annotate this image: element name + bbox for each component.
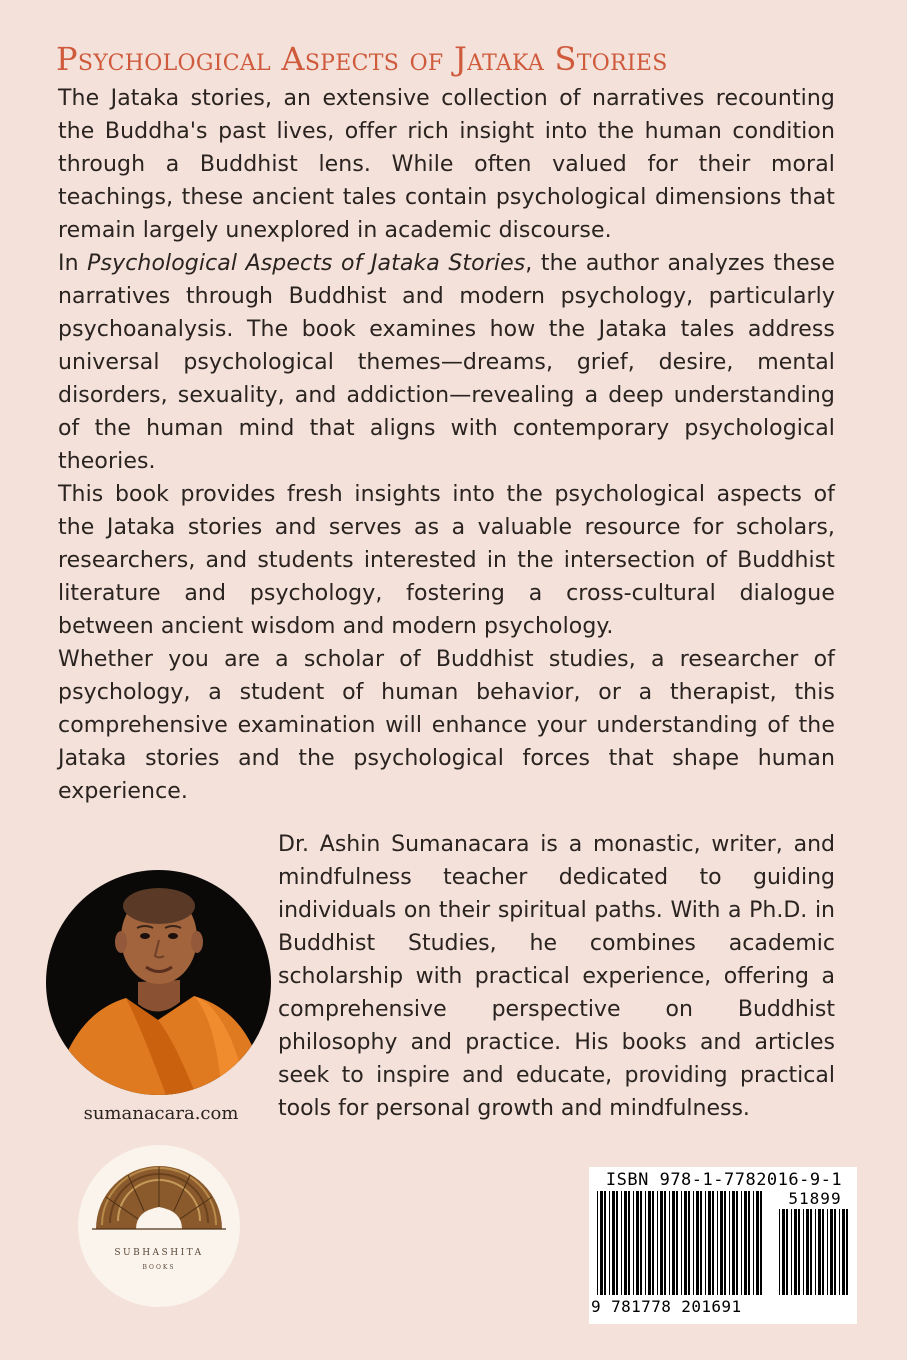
isbn-barcode xyxy=(589,1167,857,1324)
isbn-label: ISBN 978-1-7782016-9-1 xyxy=(605,1170,843,1190)
author-website: sumanacara.com xyxy=(83,1103,239,1124)
description-paragraph-1: The Jataka stories, an extensive collection of narratives recounting the Buddha's past lives, offer rich insight into the human condition through a Buddhist lens. While often valued for their moral teachings, these ancient tales contain psychological dimensions that remain largely unexplored in academic discourse. xyxy=(58,86,835,243)
publisher-logo xyxy=(78,1145,240,1307)
paragraph-2-rest: , the author analyzes these narratives through Buddhist and modern psychology, particularly psychoanalysis. The book examines how the Jataka tales address universal psychological themes—dreams, grief, desire, mental disorders, sexuality, and addiction—revealing a deep understanding of the human mind that aligns with contemporary psychological theories. xyxy=(58,251,835,474)
italic-book-title: Psychological Aspects of Jataka Stories xyxy=(87,251,526,276)
publisher-subname: BOOKS xyxy=(142,1264,176,1271)
author-portrait xyxy=(46,870,271,1095)
barcode-addon-bars-icon xyxy=(779,1209,851,1295)
author-bio: Dr. Ashin Sumanacara is a monastic, writer, and mindfulness teacher dedicated to guiding individuals on their spiritual paths. With a Ph.D. in Buddhist Studies, he combines academic scholarship with practical experience, offering a comprehensive perspective on Buddhist philosophy and practice. His books and articles seek to inspire and educate, providing practical tools for personal growth and mindfulness. xyxy=(278,832,835,1121)
paragraph-2-lead: In xyxy=(58,251,88,276)
barcode-bars-icon xyxy=(597,1191,767,1295)
publisher-name: SUBHASHITA xyxy=(114,1248,204,1258)
description-paragraph-4: Whether you are a scholar of Buddhist studies, a researcher of psychology, a student of human behavior, or a therapist, this comprehensive examination will enhance your understanding of the Jataka stories and the psychological forces that shape human experience. xyxy=(58,647,835,804)
barcode-addon-digits: 51899 xyxy=(788,1189,842,1208)
barcode-number: 9 781778 201691 xyxy=(591,1297,742,1316)
book-description xyxy=(58,82,835,808)
description-paragraph-2 xyxy=(58,247,835,478)
description-paragraph-3: This book provides fresh insights into the psychological aspects of the Jataka stories and serves as a valuable resource for scholars, researchers, and students interested in the intersection of Buddhist literature and psychology, fostering a cross-cultural dialogue between ancient wisdom and modern psychology. xyxy=(58,482,835,639)
book-title: Psychological Aspects of Jataka Stories xyxy=(56,40,668,78)
fan-emblem-icon xyxy=(78,1145,240,1307)
